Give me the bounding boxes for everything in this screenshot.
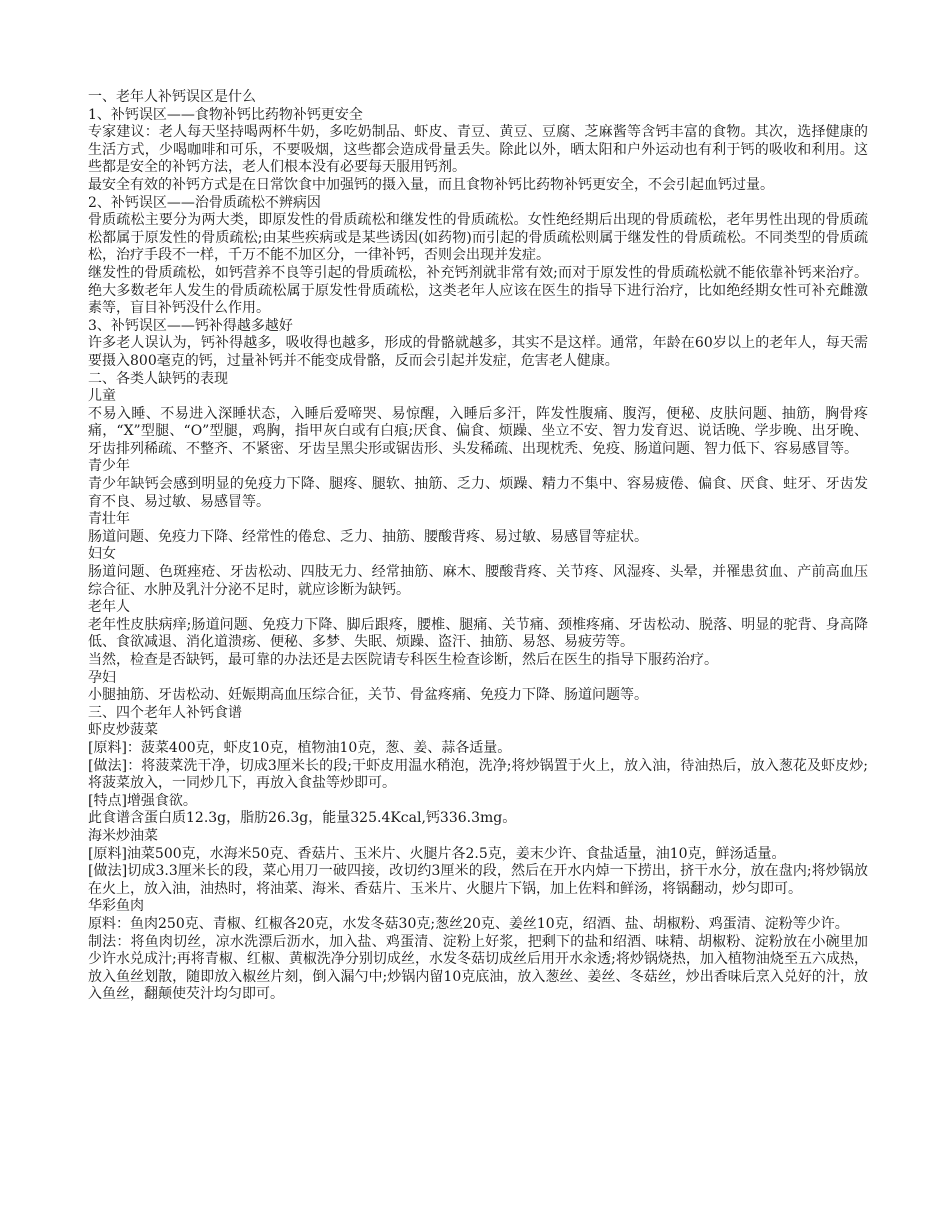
subsection-heading: 2、补钙误区——治骨质疏松不辨病因	[88, 194, 321, 211]
group-heading-young-adults: 青壮年	[88, 511, 130, 528]
paragraph: 继发性的骨质疏松，如钙营养不良等引起的骨质疏松，补充钙剂就非常有效;而对于原发性的骨质疏松就不能依靠补钙来治疗。绝大多数老年人发生的骨质疏松属于原发性骨质疏松，这类老年人应该在医生的指导下进行治疗，比如绝经期女性可补充雌激素等，盲目补钙没什么作用。	[88, 264, 868, 317]
paragraph: 青少年缺钙会感到明显的免疫力下降、腿疼、腿软、抽筋、乏力、烦躁、精力不集中、容易疲倦、偏食、厌食、蛀牙、牙齿发育不良、易过敏、易感冒等。	[88, 476, 868, 510]
recipe-ingredients: 原料：鱼肉250克、青椒、红椒各20克，水发冬菇30克;葱丝20克、姜丝10克，绍酒、盐、胡椒粉、鸡蛋清、淀粉等少许。	[88, 915, 849, 932]
paragraph: 许多老人误认为，钙补得越多，吸收得也越多，形成的骨骼就越多，其实不是这样。通常，年龄在60岁以上的老年人，每天需要摄入800毫克的钙，过量补钙并不能变成骨骼，反而会引起并发症，危害老人健康。	[88, 335, 868, 369]
recipe-method: [做法]：将菠菜洗干净，切成3厘米长的段;干虾皮用温水稍泡，洗净;将炒锅置于火上，放入油，待油热后，放入葱花及虾皮炒;将菠菜放入，一同炒几下，再放入食盐等炒即可。	[88, 757, 868, 792]
recipe-ingredients: [原料]油菜500克，水海米50克、香菇片、玉米片、火腿片各2.5克，姜末少许、食盐适量，油10克，鲜汤适量。	[88, 845, 786, 862]
paragraph: 老年性皮肤病痒;肠道问题、免疫力下降、脚后跟疼，腰椎、腿痛、关节痛、颈椎疼痛、牙齿松动、脱落、明显的驼背、身高降低、食欲减退、消化道溃疡、便秘、多梦、失眠、烦躁、盗汗、抽筋、易怒、易疲劳等。	[88, 616, 868, 651]
paragraph: 肠道问题、免疫力下降、经常性的倦怠、乏力、抽筋、腰酸背疼、易过敏、易感冒等症状。	[88, 528, 648, 545]
document-body	[88, 89, 868, 1004]
section-heading-2: 二、各类人缺钙的表现	[88, 370, 228, 387]
group-heading-women: 妇女	[88, 546, 116, 563]
section-heading-1: 一、老年人补钙误区是什么	[88, 89, 256, 105]
recipe-title: 华彩鱼肉	[88, 898, 144, 915]
paragraph: 小腿抽筋、牙齿松动、妊娠期高血压综合征，关节、骨盆疼痛、免疫力下降、肠道问题等。	[88, 687, 648, 704]
group-heading-teenagers: 青少年	[88, 458, 130, 475]
paragraph: 最安全有效的补钙方式是在日常饮食中加强钙的摄入量，而且食物补钙比药物补钙更安全，不会引起血钙过量。	[88, 176, 774, 193]
paragraph: 当然，检查是否缺钙，最可靠的办法还是去医院请专科医生检查诊断，然后在医生的指导下服药治疗。	[88, 652, 718, 668]
group-heading-pregnant: 孕妇	[88, 669, 116, 686]
paragraph: 肠道问题、色斑痤疮、牙齿松动、四肢无力、经常抽筋、麻木、腰酸背疼、关节疼、风湿疼、头晕，并罹患贫血、产前高血压综合征、水肿及乳汁分泌不足时，就应诊断为缺钙。	[88, 564, 868, 598]
section-heading-3: 三、四个老年人补钙食谱	[88, 704, 242, 721]
paragraph: 不易入睡、不易进入深睡状态，入睡后爱啼哭、易惊醒，入睡后多汗，阵发性腹痛、腹泻，便秘、皮肤问题、抽筋，胸骨疼痛，“X”型腿、“O”型腿，鸡胸，指甲灰白或有白痕;厌食、偏食、烦躁、坐立不安、智力发育迟、说话晚、学步晚、出牙晚、牙齿排列稀疏、不整齐、不紧密、牙齿呈黑尖形或锯齿形、头发稀疏、出现枕秃、免疫、肠道问题、智力低下、容易感冒等。	[88, 405, 868, 457]
paragraph: 骨质疏松主要分为两大类，即原发性的骨质疏松和继发性的骨质疏松。女性绝经期后出现的骨质疏松，老年男性出现的骨质疏松都属于原发性的骨质疏松;由某些疾病或是某些诱因(如药物)而引起的骨质疏松则属于继发性的骨质疏松。不同类型的骨质疏松，治疗手段不一样，千万不能不加区分，一律补钙，否则会出现并发症。	[88, 212, 868, 264]
paragraph: 专家建议：老人每天坚持喝两杯牛奶，多吃奶制品、虾皮、青豆、黄豆、豆腐、芝麻酱等含钙丰富的食物。其次，选择健康的生活方式，少喝咖啡和可乐，不要吸烟，这些都会造成骨量丢失。除此以外，晒太阳和户外运动也有利于钙的吸收和利用。这些都是安全的补钙方法，老人们根本没有必要每天服用钙剂。	[88, 124, 868, 176]
subsection-heading: 1、补钙误区——食物补钙比药物补钙更安全	[88, 106, 363, 123]
recipe-method: [做法]切成3.3厘米长的段，菜心用刀一破四接，改切约3厘米的段，然后在开水内焯一下捞出，挤干水分，放在盘内;将炒锅放在火上，放入油，油热时，将油菜、海米、香菇片、玉米片、火腿片下锅，加上佐料和鲜汤，将锅翻动，炒匀即可。	[88, 863, 868, 897]
recipe-method: 制法：将鱼肉切丝，凉水洗漂后沥水，加入盐、鸡蛋清、淀粉上好浆，把剩下的盐和绍酒、味精、胡椒粉、淀粉放在小碗里加少许水兑成汁;再将青椒、红椒、黄椒洗净分别切成丝，水发冬菇切成丝后用开水汆透;将炒锅烧热，加入植物油烧至五六成热，放入鱼丝划散，随即放入椒丝片刻，倒入漏勺中;炒锅内留10克底油，放入葱丝、姜丝、冬菇丝，炒出香味后烹入兑好的汁，放入鱼丝，翻颠使芡汁均匀即可。	[88, 933, 868, 1003]
recipe-title: 虾皮炒菠菜	[88, 722, 158, 739]
recipe-title: 海米炒油菜	[88, 827, 158, 844]
recipe-feature: [特点]增强食欲。	[88, 792, 197, 809]
group-heading-elderly: 老年人	[88, 599, 130, 616]
group-heading-children: 儿童	[88, 388, 116, 405]
subsection-heading: 3、补钙误区——钙补得越多越好	[88, 317, 293, 334]
recipe-nutrition: 此食谱含蛋白质12.3g，脂肪26.3g，能量325.4Kcal,钙336.3mg。	[88, 810, 517, 827]
recipe-ingredients: [原料]：菠菜400克，虾皮10克，植物油10克，葱、姜、蒜各适量。	[88, 739, 512, 756]
